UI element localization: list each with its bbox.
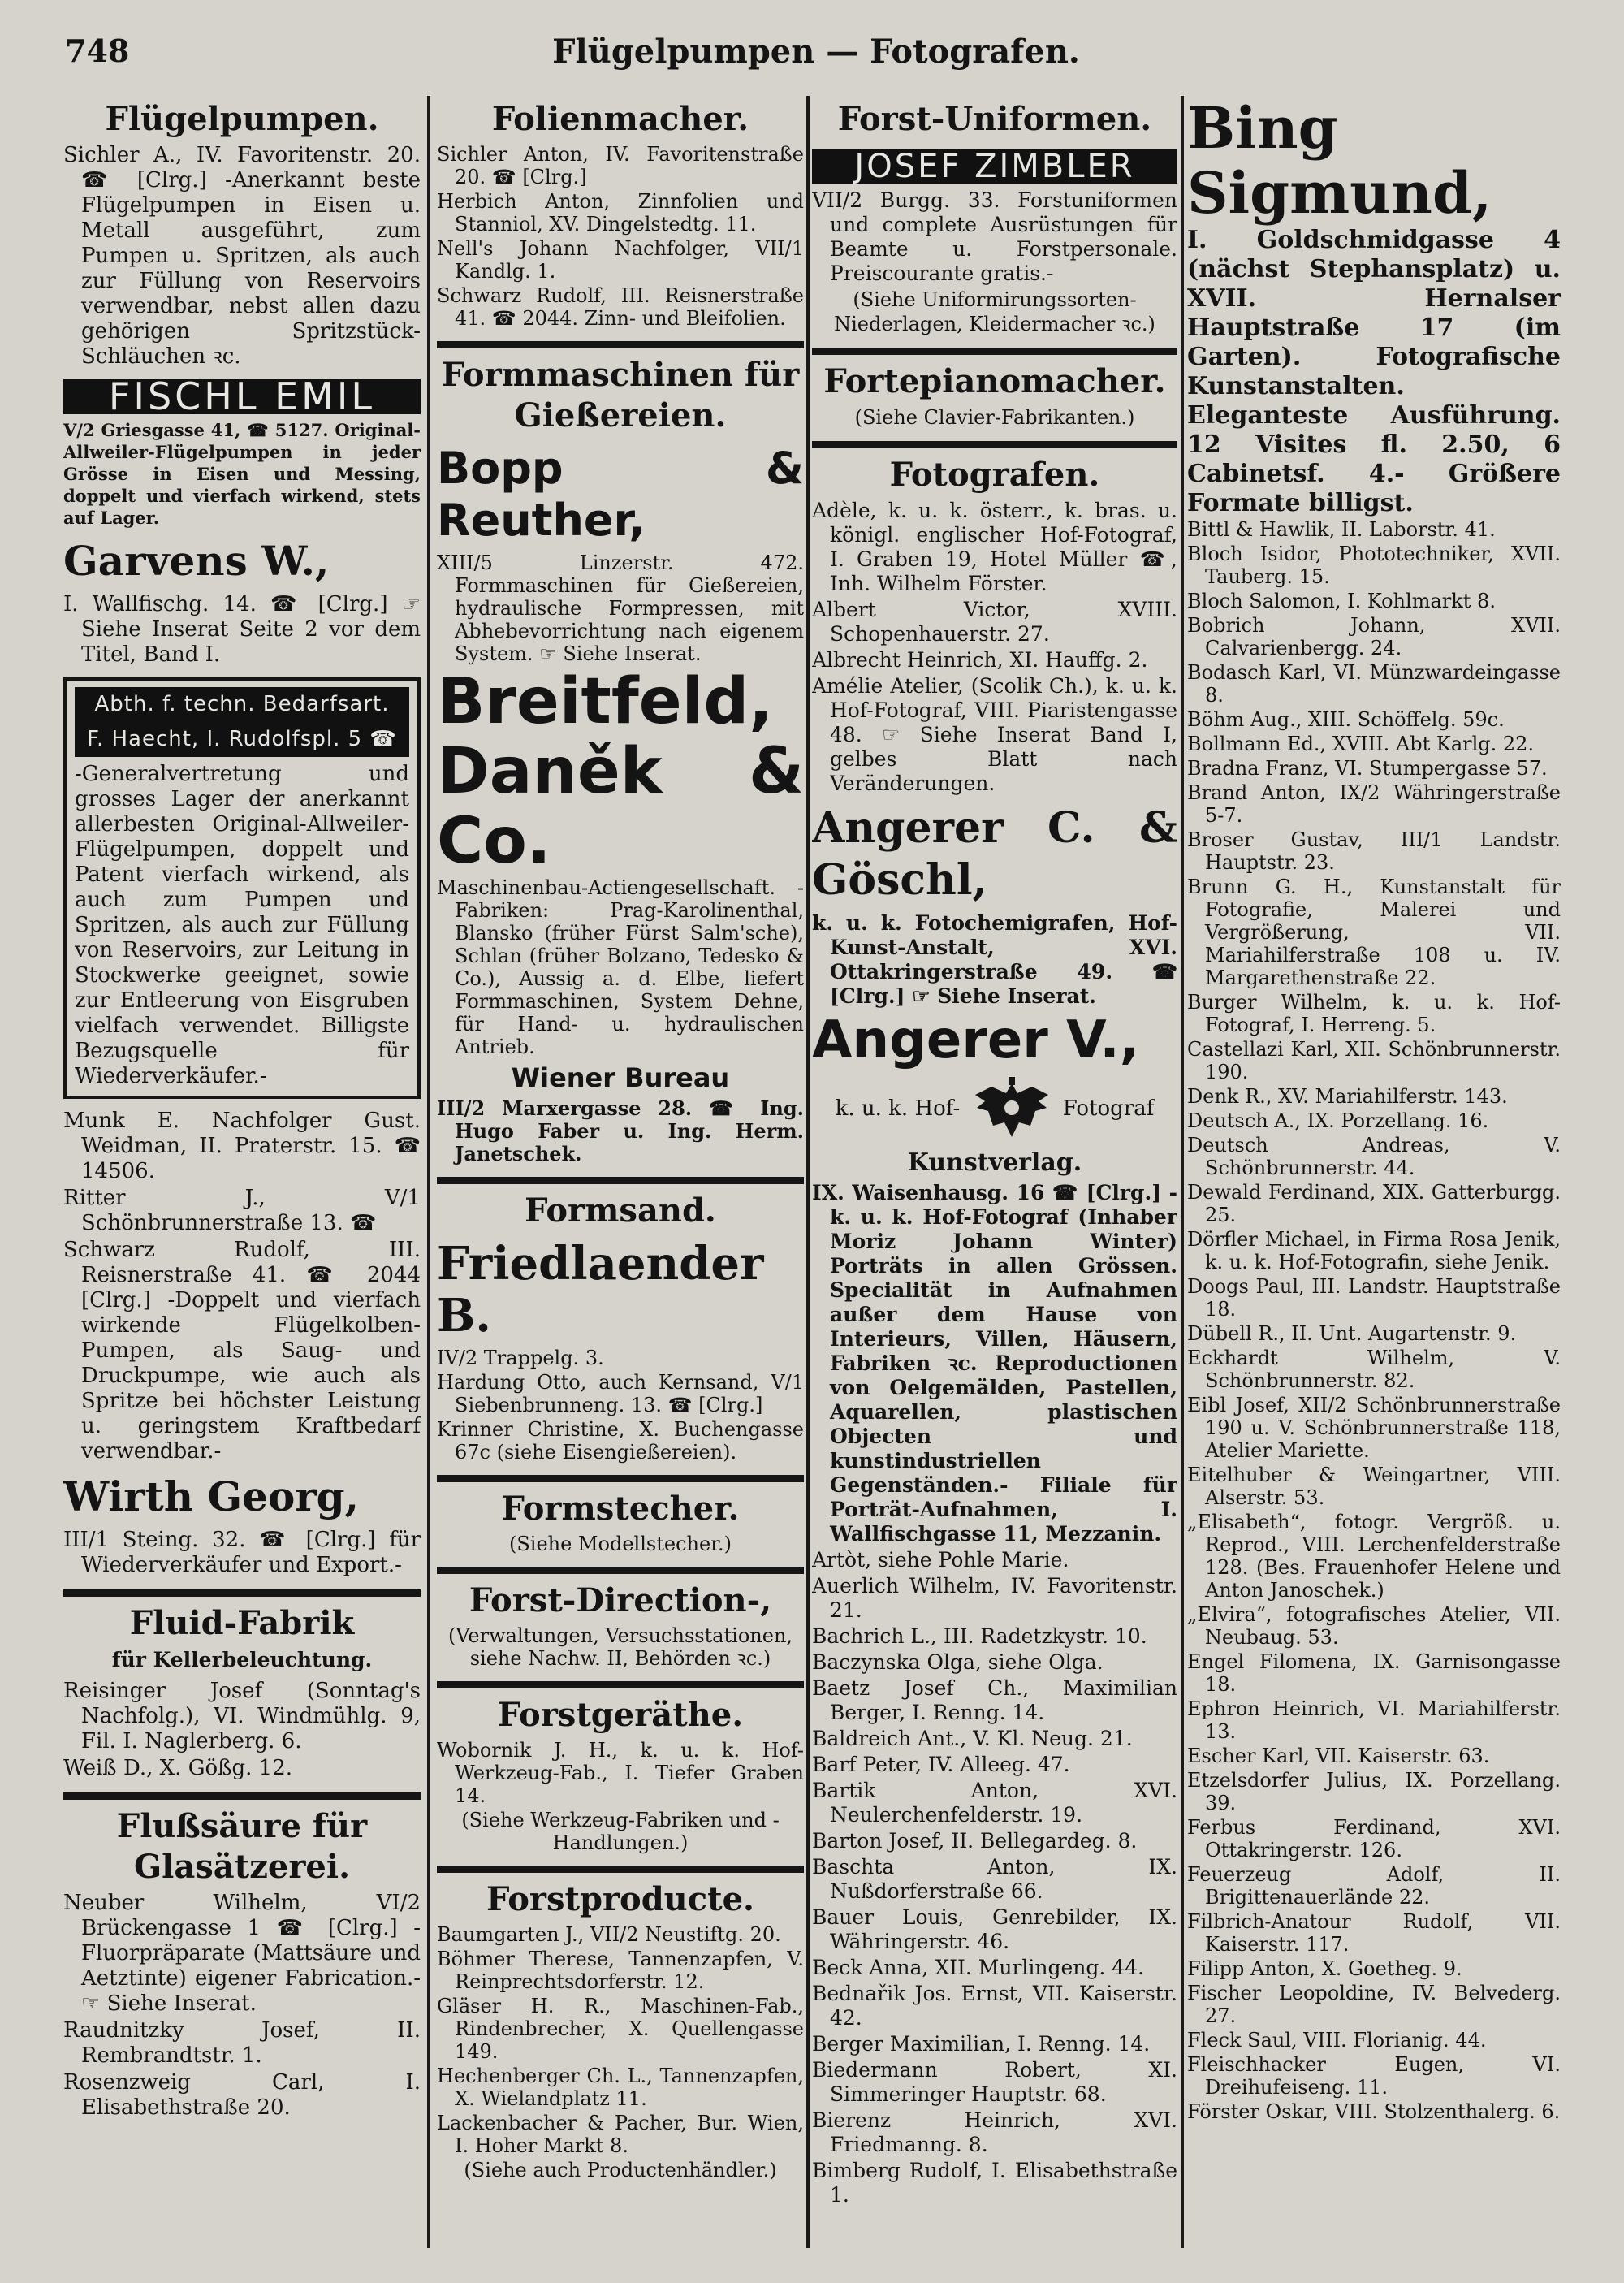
list-item: Deutsch Andreas, V. Schönbrunnerstr. 44. — [1187, 1134, 1561, 1179]
list-item: Brunn G. H., Kunstanstalt für Fotografie, Malerei und Vergrößerung, VII. Mariahilferstraße 108 u. IV. Margarethenstraße 22. — [1187, 876, 1561, 989]
list-item: Neuber Wilhelm, VI/2 Brückengasse 1 ☎ [Clrg.] -Fluorpräparate (Mattsäure und Aetztinte) eigener Fabrication.- ☞ Siehe Inserat. — [63, 1891, 421, 2016]
advert-name: Garvens W., — [63, 537, 330, 585]
advert-name: Angerer C. & Göschl, — [812, 803, 1177, 905]
list-item: Bloch Isidor, Phototechniker, XVII. Tauberg. 15. — [1187, 543, 1561, 588]
list-item: Eibl Josef, XII/2 Schönbrunnerstraße 190 u. V. Schönbrunnerstraße 118, Atelier Mariette. — [1187, 1394, 1561, 1462]
list-item: Ferbus Ferdinand, XVI. Ottakringerstr. 126. — [1187, 1816, 1561, 1861]
section-heading: Fluid-Fabrik — [129, 1604, 355, 1642]
crest-row — [812, 1077, 1177, 1142]
list-item: Barf Peter, IV. Alleeg. 47. — [812, 1753, 1070, 1776]
list-item: Filbrich-Anatour Rudolf, VII. Kaiserstr. 117. — [1187, 1910, 1561, 1956]
cross-reference: (Verwaltungen, Versuchsstationen, siehe Nachw. II, Behörden ꝛc.) — [447, 1624, 793, 1670]
list-item: Bauer Louis, Genrebilder, IX. Währingerstr. 46. — [812, 1905, 1177, 1953]
advert-name: Bing Sigmund, — [1187, 96, 1492, 227]
list-item: Escher Karl, VII. Kaiserstr. 63. — [1187, 1745, 1490, 1767]
list-item: „Elvira“, fotografisches Atelier, VII. Neubaug. 53. — [1187, 1603, 1561, 1649]
list-item: IX. Waisenhausg. 16 ☎ [Clrg.] -k. u. k. Hof-Fotograf (Inhaber Moriz Johann Winter) Porträts in allen Grössen. Specialität in Aufnahmen außer dem Hause von Interieurs, Villen, Häusern, Fabriken ꝛc. Reproductionen von Oelgemälden, Pastellen, Aquarellen, plastischen Objecten und kunstindustriellen Gegenständen.- Filiale für Porträt-Aufnahmen, I. Wallfischgasse 11, Mezzanin. — [812, 1181, 1177, 1546]
advert-text: V/2 Griesgasse 41, ☎ 5127. Original-Allweiler-Flügelpumpen in jeder Grösse in Eisen und Messing, doppelt und vierfach wirkend, stets auf Lager. — [63, 420, 421, 528]
list-item: Raudnitzky Josef, II. Rembrandtstr. 1. — [63, 2018, 421, 2068]
list-item: Albert Victor, XVIII. Schopenhauerstr. 27. — [812, 598, 1177, 646]
section-heading: Forstgeräthe. — [497, 1696, 744, 1734]
list-item: IV/2 Trappelg. 3. — [437, 1347, 604, 1369]
list-item: III/2 Marxergasse 28. ☎ Ing. Hugo Faber u. Ing. Herm. Janetschek. — [437, 1096, 804, 1165]
list-item: Ephron Heinrich, VI. Mariahilferstr. 13. — [1187, 1697, 1561, 1743]
section-heading: Forstproducte. — [486, 1880, 754, 1918]
list-item: Brand Anton, IX/2 Währingerstraße 5-7. — [1187, 781, 1561, 827]
divider — [437, 1866, 804, 1873]
section-heading: Flügelpumpen. — [105, 100, 379, 138]
list-item: Förster Oskar, VIII. Stolzenthalerg. 6. — [1187, 2100, 1561, 2123]
list-item: Bachrich L., III. Radetzkystr. 10. — [812, 1624, 1147, 1648]
list-item: Baldreich Ant., V. Kl. Neug. 21. — [812, 1727, 1133, 1750]
list-item: Bartik Anton, XVI. Neulerchenfelderstr. 19. — [812, 1779, 1177, 1827]
list-item: Baumgarten J., VII/2 Neustiftg. 20. — [437, 1923, 781, 1946]
list-item: Bednařik Jos. Ernst, VII. Kaiserstr. 42. — [812, 1982, 1177, 2030]
column-rule — [427, 96, 430, 2248]
divider — [63, 1589, 421, 1597]
list-item: Schwarz Rudolf, III. Reisnerstraße 41. ☎ 2044. Zinn- und Bleifolien. — [437, 284, 804, 330]
list-item: k. u. k. Fotochemigrafen, Hof-Kunst-Anstalt, XVI. Ottakringerstraße 49. ☎ [Clrg.] ☞ Siehe Inserat. — [812, 911, 1177, 1008]
running-head: Flügelpumpen — Fotografen. — [552, 32, 1080, 71]
list-item: Sichler Anton, IV. Favoritenstraße 20. ☎ [Clrg.] — [437, 143, 804, 188]
list-item: Etzelsdorfer Julius, IX. Porzellang. 39. — [1187, 1769, 1561, 1814]
list-item: Baschta Anton, IX. Nußdorferstraße 66. — [812, 1855, 1177, 1903]
cross-reference: (Siehe Uniformirungssorten-Niederlagen, Kleidermacher ꝛc.) — [834, 288, 1155, 335]
cross-reference: (Siehe Clavier-Fabrikanten.) — [854, 406, 1135, 429]
list-item: Fleischhacker Eugen, VI. Dreihufeiseng. 11. — [1187, 2053, 1561, 2099]
column-4 — [1187, 96, 1561, 2256]
list-item: Berger Maximilian, I. Renng. 14. — [812, 2032, 1151, 2056]
list-item: Barton Josef, II. Bellegardeg. 8. — [812, 1829, 1138, 1853]
column-rule — [806, 96, 810, 2248]
column-1 — [63, 96, 421, 2256]
column-3 — [812, 96, 1177, 2256]
list-item: Krinner Christine, X. Buchengasse 67c (siehe Eisengießereien). — [437, 1418, 804, 1464]
section-subheading: Wiener Bureau — [511, 1062, 730, 1093]
list-item: Lackenbacher & Pacher, Bur. Wien, I. Hoher Markt 8. — [437, 2112, 804, 2157]
list-item: Bloch Salomon, I. Kohlmarkt 8. — [1187, 590, 1496, 612]
list-item: Sichler A., IV. Favoritenstr. 20. ☎ [Clrg.] -Anerkannt beste Flügelpumpen in Eisen u. Metall ausgeführt, zum Pumpen u. Spritzen, als auch zur Füllung von Reservoirs verwendbar, nebst allen dazu gehörigen Spritzstück-Schläuchen ꝛc. — [63, 143, 421, 369]
list-item: Bodasch Karl, VI. Münzwardeingasse 8. — [1187, 661, 1561, 707]
advert-banner: F. Haecht, I. Rudolfspl. 5 ☎ — [75, 722, 409, 757]
advert-name: Angerer V., — [812, 1010, 1140, 1070]
list-item: Schwarz Rudolf, III. Reisnerstraße 41. ☎ 2044 [Clrg.] -Doppelt und vierfach wirkende Flügelkolben-Pumpen, als Saug- und Druckpumpe, wie auch als Spritze bei höchster Leistung u. geringstem Kraftbedarf verwendbar.- — [63, 1238, 421, 1464]
list-item: Munk E. Nachfolger Gust. Weidman, II. Praterstr. 15. ☎ 14506. — [63, 1109, 421, 1183]
section-heading: Formsand. — [525, 1191, 716, 1230]
list-item: Biedermann Robert, XI. Simmeringer Hauptstr. 68. — [812, 2058, 1177, 2106]
list-item: Filipp Anton, X. Goetheg. 9. — [1187, 1957, 1462, 1980]
section-subheading: Kunstverlag. — [907, 1148, 1082, 1177]
list-item: Maschinenbau-Actiengesellschaft. -Fabriken: Prag-Karolinenthal, Blansko (früher Fürst Salm'sche), Schlan (früher Bolzano, Tedesko & Co.), Aussig a. d. Elbe, liefert Formmaschinen, System Dehne, für Hand- u. hydraulischen Antrieb. — [437, 876, 804, 1058]
divider — [437, 1681, 804, 1688]
list-item: Deutsch A., IX. Porzellang. 16. — [1187, 1109, 1489, 1132]
list-item: Böhmer Therese, Tannenzapfen, V. Reinprechtsdorferstr. 12. — [437, 1948, 804, 1993]
list-item: Doogs Paul, III. Landstr. Hauptstraße 18. — [1187, 1275, 1561, 1321]
list-item: Hardung Otto, auch Kernsand, V/1 Siebenbrunneng. 13. ☎ [Clrg.] — [437, 1371, 804, 1416]
double-eagle-icon — [967, 1077, 1056, 1142]
list-item: Auerlich Wilhelm, IV. Favoritenstr. 21. — [812, 1574, 1177, 1622]
list-item: Hechenberger Ch. L., Tannenzapfen, X. Wielandplatz 11. — [437, 2065, 804, 2110]
list-item: Denk R., XV. Mariahilferstr. 143. — [1187, 1085, 1508, 1108]
advert-banner: Abth. f. techn. Bedarfsart. — [75, 687, 409, 722]
section-heading: Forst-Uniformen. — [837, 100, 1152, 138]
advert-name: Wirth Georg, — [63, 1472, 360, 1520]
column-2 — [437, 96, 804, 2256]
column-rule — [1181, 96, 1184, 2248]
list-item: Dewald Ferdinand, XIX. Gatterburgg. 25. — [1187, 1181, 1561, 1226]
list-item: Reisinger Josef (Sonntag's Nachfolg.), VI. Windmühlg. 9, Fil. I. Naglerberg. 6. — [63, 1679, 421, 1753]
page-header — [65, 32, 1567, 81]
list-item: Nell's Johann Nachfolger, VII/1 Kandlg. 1. — [437, 237, 804, 283]
list-item: Eckhardt Wilhelm, V. Schönbrunnerstr. 82. — [1187, 1347, 1561, 1392]
crest-label-left: k. u. k. Hof- — [835, 1096, 961, 1121]
list-item: Burger Wilhelm, k. u. k. Hof-Fotograf, I. Herreng. 5. — [1187, 991, 1561, 1036]
list-item: Baczynska Olga, siehe Olga. — [812, 1650, 1104, 1674]
list-item: Fischer Leopoldine, IV. Belvederg. 27. — [1187, 1982, 1561, 2027]
advert-banner: JOSEF ZIMBLER — [812, 149, 1177, 184]
list-item: VII/2 Burgg. 33. Forstuniformen und complete Ausrüstungen für Beamte u. Forstpersonale. Preiscourante gratis.- — [812, 188, 1177, 285]
list-item: Bollmann Ed., XVIII. Abt Karlg. 22. — [1187, 733, 1535, 755]
page-number: 748 — [65, 32, 130, 69]
list-item: Weiß D., X. Gößg. 12. — [63, 1756, 293, 1780]
list-item: Engel Filomena, IX. Garnisongasse 18. — [1187, 1650, 1561, 1696]
list-item: Wobornik J. H., k. u. k. Hof-Werkzeug-Fab., I. Tiefer Graben 14. — [437, 1739, 804, 1807]
section-heading: Forst-Direction-, — [469, 1581, 772, 1619]
section-heading: Folienmacher. — [491, 100, 749, 138]
list-item: Bittl & Hawlik, II. Laborstr. 41. — [1187, 518, 1496, 541]
list-item: „Elisabeth“, fotogr. Vergröß. u. Reprod., VIII. Lerchenfelderstraße 128. (Bes. Frauenhofer Helene und Anton Janoschek.) — [1187, 1511, 1561, 1602]
list-item: III/1 Steing. 32. ☎ [Clrg.] für Wiederverkäufer und Export.- — [63, 1528, 421, 1577]
section-heading: Fotografen. — [889, 456, 1100, 494]
list-item: Bobrich Johann, XVII. Calvarienbergg. 24. — [1187, 614, 1561, 659]
divider — [812, 441, 1177, 448]
cross-reference: (Siehe Werkzeug-Fabriken und -Handlungen.) — [461, 1809, 780, 1854]
list-item: Gläser H. R., Maschinen-Fab., Rindenbrecher, X. Quellengasse 149. — [437, 1995, 804, 2063]
list-item: XIII/5 Linzerstr. 472. Formmaschinen für Gießereien, hydraulische Formpressen, mit Abhebevorrichtung nach eigenem System. ☞ Siehe Inserat. — [437, 551, 804, 665]
list-item: Eitelhuber & Weingartner, VIII. Alserstr. 53. — [1187, 1464, 1561, 1509]
list-item: Adèle, k. u. k. österr., k. bras. u. königl. englischer Hof-Fotograf, I. Graben 19, Hotel Müller ☎, Inh. Wilhelm Förster. — [812, 499, 1177, 595]
list-item: Broser Gustav, III/1 Landstr. Hauptstr. 23. — [1187, 828, 1561, 874]
advert-banner: FISCHL EMIL — [63, 379, 421, 414]
list-item: Bimberg Rudolf, I. Elisabethstraße 1. — [812, 2159, 1177, 2207]
list-item: Amélie Atelier, (Scolik Ch.), k. u. k. Hof-Fotograf, VIII. Piaristengasse 48. ☞ Siehe Inserat Band I, gelbes Blatt nach Veränderungen. — [812, 674, 1177, 795]
list-item: Feuerzeug Adolf, II. Brigittenauerlände 22. — [1187, 1863, 1561, 1909]
advert-name: Breitfeld, — [437, 665, 773, 738]
advert-name: Bopp & Reuther, — [437, 443, 804, 546]
advert-text: -Generalvertretung und grosses Lager der anerkannt allerbesten Original-Allweiler-Flügelpumpen, doppelt und Patent vierfach wirkend, als auch zum Pumpen und Spritzen, als auch zur Füllung von Reservoirs, zur Leitung in Stockwerke geeignet, sowie zur Entleerung von Eisgruben vielfach verwendet. Billigste Bezugsquelle für Wiederverkäufer.- — [75, 762, 409, 1088]
advert-box — [63, 677, 421, 1099]
list-item: Fleck Saul, VIII. Florianig. 44. — [1187, 2029, 1487, 2052]
list-item: Herbich Anton, Zinnfolien und Stanniol, XV. Dingelstedtg. 11. — [437, 190, 804, 236]
section-heading: Formmaschinen für Gießereien. — [441, 356, 800, 435]
list-item: Rosenzweig Carl, I. Elisabethstraße 20. — [63, 2070, 421, 2120]
crest-label-right: Fotograf — [1062, 1096, 1155, 1121]
list-item: Baetz Josef Ch., Maximilian Berger, I. Renng. 14. — [812, 1676, 1177, 1724]
list-item: Bierenz Heinrich, XVI. Friedmanng. 8. — [812, 2108, 1177, 2156]
list-item: Dübell R., II. Unt. Augartenstr. 9. — [1187, 1322, 1517, 1345]
list-item: Artòt, siehe Pohle Marie. — [812, 1548, 1069, 1572]
list-item: Albrecht Heinrich, XI. Hauffg. 2. — [812, 648, 1148, 672]
list-item: Böhm Aug., XIII. Schöffelg. 59c. — [1187, 708, 1505, 731]
divider — [812, 348, 1177, 355]
list-item: Beck Anna, XII. Murlingeng. 44. — [812, 1956, 1145, 1979]
section-subheading: für Kellerbeleuchtung. — [111, 1648, 373, 1671]
divider — [437, 1475, 804, 1482]
list-item: Bradna Franz, VI. Stumpergasse 57. — [1187, 757, 1548, 780]
section-heading: Fortepianomacher. — [823, 362, 1166, 400]
divider — [437, 1177, 804, 1184]
list-item: Castellazi Karl, XII. Schönbrunnerstr. 190. — [1187, 1038, 1561, 1083]
list-item: Ritter J., V/1 Schönbrunnerstraße 13. ☎ — [63, 1186, 421, 1235]
cross-reference: (Siehe auch Productenhändler.) — [464, 2159, 777, 2181]
list-item: Dörfler Michael, in Firma Rosa Jenik, k. u. k. Hof-Fotografin, siehe Jenik. — [1187, 1228, 1561, 1273]
section-heading: Formstecher. — [501, 1490, 740, 1528]
advert-text: I. Goldschmidgasse 4 (nächst Stephansplatz) u. XVII. Hernalser Hauptstraße 17 (im Garten). Fotografische Kunstanstalten. Eleganteste Ausführung. 12 Visites fl. 2.50, 6 Cabinetsf. 4.- Größere Formate billigst. — [1187, 226, 1561, 517]
divider — [437, 1567, 804, 1574]
divider — [63, 1792, 421, 1800]
list-item: I. Wallfischg. 14. ☎ [Clrg.] ☞ Siehe Inserat Seite 2 vor dem Titel, Band I. — [63, 592, 421, 667]
advert-name: Daněk & Co. — [437, 735, 804, 878]
section-heading: Flußsäure für Glasätzerei. — [116, 1807, 368, 1886]
cross-reference: (Siehe Modellstecher.) — [508, 1533, 732, 1555]
divider — [437, 341, 804, 348]
advert-name: Friedlaender B. — [437, 1237, 764, 1343]
